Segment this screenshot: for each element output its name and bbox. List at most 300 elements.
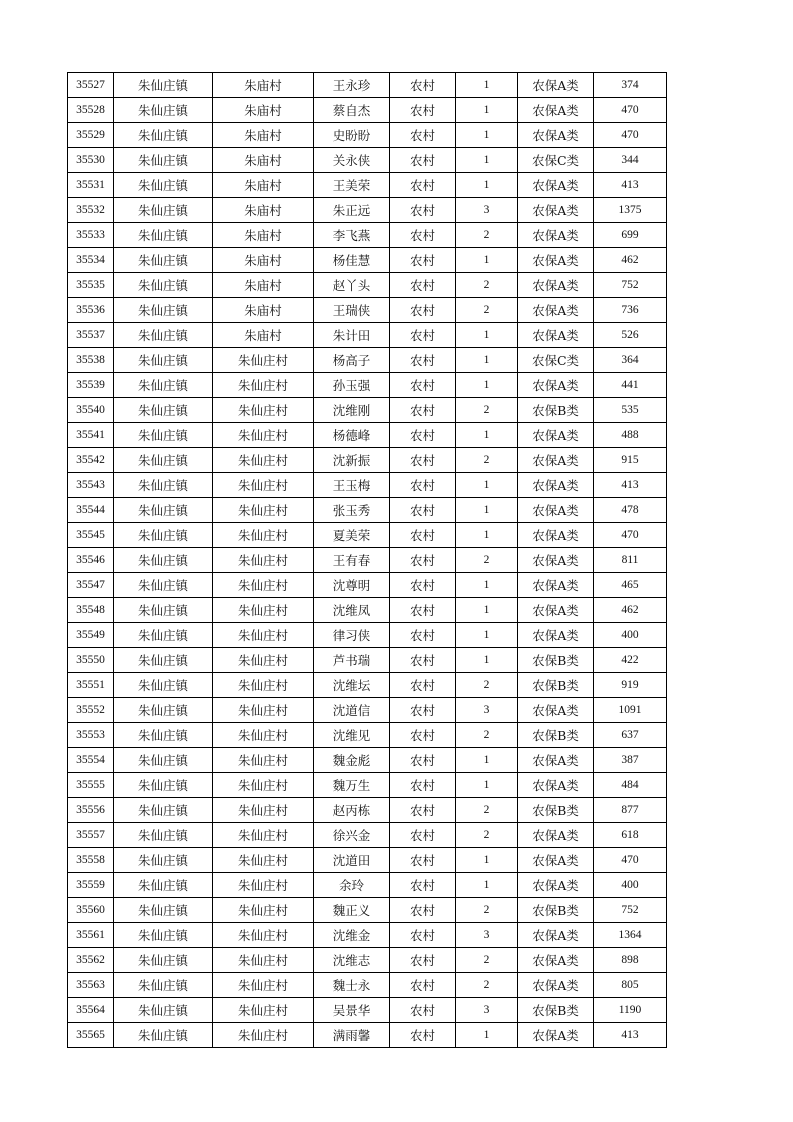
amount-cell: 441 <box>594 373 667 398</box>
id-cell: 35554 <box>68 748 114 773</box>
count-cell: 3 <box>456 198 518 223</box>
area-cell: 农村 <box>390 123 456 148</box>
amount-cell: 526 <box>594 323 667 348</box>
amount-cell: 470 <box>594 98 667 123</box>
category-cell: 农保B类 <box>518 723 594 748</box>
name-cell: 沈维见 <box>314 723 390 748</box>
count-cell: 2 <box>456 973 518 998</box>
id-cell: 35544 <box>68 498 114 523</box>
name-cell: 魏士永 <box>314 973 390 998</box>
area-cell: 农村 <box>390 273 456 298</box>
category-cell: 农保A类 <box>518 448 594 473</box>
category-cell: 农保A类 <box>518 498 594 523</box>
name-cell: 吴景华 <box>314 998 390 1023</box>
id-cell: 35563 <box>68 973 114 998</box>
category-cell: 农保A类 <box>518 73 594 98</box>
amount-cell: 400 <box>594 873 667 898</box>
amount-cell: 470 <box>594 523 667 548</box>
area-cell: 农村 <box>390 198 456 223</box>
id-cell: 35533 <box>68 223 114 248</box>
id-cell: 35551 <box>68 673 114 698</box>
amount-cell: 462 <box>594 248 667 273</box>
category-cell: 农保B类 <box>518 398 594 423</box>
name-cell: 史盼盼 <box>314 123 390 148</box>
count-cell: 1 <box>456 748 518 773</box>
count-cell: 2 <box>456 273 518 298</box>
id-cell: 35535 <box>68 273 114 298</box>
category-cell: 农保A类 <box>518 973 594 998</box>
name-cell: 沈维金 <box>314 923 390 948</box>
category-cell: 农保A类 <box>518 323 594 348</box>
name-cell: 夏美荣 <box>314 523 390 548</box>
count-cell: 1 <box>456 873 518 898</box>
table-row <box>68 748 667 773</box>
area-cell: 农村 <box>390 423 456 448</box>
town-cell: 朱仙庄镇 <box>114 848 213 873</box>
count-cell: 2 <box>456 398 518 423</box>
town-cell: 朱仙庄镇 <box>114 898 213 923</box>
id-cell: 35549 <box>68 623 114 648</box>
town-cell: 朱仙庄镇 <box>114 573 213 598</box>
village-cell: 朱仙庄村 <box>213 573 314 598</box>
category-cell: 农保A类 <box>518 298 594 323</box>
town-cell: 朱仙庄镇 <box>114 298 213 323</box>
amount-cell: 535 <box>594 398 667 423</box>
village-cell: 朱仙庄村 <box>213 398 314 423</box>
amount-cell: 470 <box>594 123 667 148</box>
name-cell: 李飞燕 <box>314 223 390 248</box>
village-cell: 朱庙村 <box>213 323 314 348</box>
category-cell: 农保B类 <box>518 673 594 698</box>
name-cell: 王瑞侠 <box>314 298 390 323</box>
category-cell: 农保A类 <box>518 948 594 973</box>
village-cell: 朱庙村 <box>213 273 314 298</box>
name-cell: 赵丫头 <box>314 273 390 298</box>
area-cell: 农村 <box>390 223 456 248</box>
village-cell: 朱仙庄村 <box>213 473 314 498</box>
amount-cell: 919 <box>594 673 667 698</box>
id-cell: 35527 <box>68 73 114 98</box>
area-cell: 农村 <box>390 723 456 748</box>
name-cell: 王玉梅 <box>314 473 390 498</box>
table-row <box>68 823 667 848</box>
amount-cell: 374 <box>594 73 667 98</box>
id-cell: 35553 <box>68 723 114 748</box>
village-cell: 朱庙村 <box>213 198 314 223</box>
name-cell: 沈道田 <box>314 848 390 873</box>
area-cell: 农村 <box>390 623 456 648</box>
amount-cell: 484 <box>594 773 667 798</box>
category-cell: 农保A类 <box>518 773 594 798</box>
category-cell: 农保A类 <box>518 1023 594 1048</box>
town-cell: 朱仙庄镇 <box>114 773 213 798</box>
area-cell: 农村 <box>390 1023 456 1048</box>
area-cell: 农村 <box>390 798 456 823</box>
count-cell: 2 <box>456 898 518 923</box>
id-cell: 35539 <box>68 373 114 398</box>
area-cell: 农村 <box>390 548 456 573</box>
village-cell: 朱仙庄村 <box>213 948 314 973</box>
count-cell: 1 <box>456 648 518 673</box>
town-cell: 朱仙庄镇 <box>114 1023 213 1048</box>
amount-cell: 413 <box>594 1023 667 1048</box>
count-cell: 3 <box>456 998 518 1023</box>
id-cell: 35565 <box>68 1023 114 1048</box>
count-cell: 3 <box>456 698 518 723</box>
town-cell: 朱仙庄镇 <box>114 423 213 448</box>
table-row <box>68 798 667 823</box>
name-cell: 蔡自杰 <box>314 98 390 123</box>
id-cell: 35564 <box>68 998 114 1023</box>
count-cell: 2 <box>456 548 518 573</box>
area-cell: 农村 <box>390 298 456 323</box>
table-row <box>68 323 667 348</box>
area-cell: 农村 <box>390 448 456 473</box>
amount-cell: 877 <box>594 798 667 823</box>
amount-cell: 488 <box>594 423 667 448</box>
village-cell: 朱仙庄村 <box>213 1023 314 1048</box>
table-row <box>68 98 667 123</box>
amount-cell: 364 <box>594 348 667 373</box>
amount-cell: 1091 <box>594 698 667 723</box>
area-cell: 农村 <box>390 998 456 1023</box>
village-cell: 朱庙村 <box>213 148 314 173</box>
name-cell: 徐兴金 <box>314 823 390 848</box>
town-cell: 朱仙庄镇 <box>114 123 213 148</box>
id-cell: 35550 <box>68 648 114 673</box>
town-cell: 朱仙庄镇 <box>114 73 213 98</box>
amount-cell: 1375 <box>594 198 667 223</box>
name-cell: 王美荣 <box>314 173 390 198</box>
amount-cell: 637 <box>594 723 667 748</box>
area-cell: 农村 <box>390 698 456 723</box>
records-table <box>67 72 667 1048</box>
table-row <box>68 998 667 1023</box>
name-cell: 魏金彪 <box>314 748 390 773</box>
count-cell: 1 <box>456 1023 518 1048</box>
table-row <box>68 423 667 448</box>
amount-cell: 752 <box>594 273 667 298</box>
village-cell: 朱仙庄村 <box>213 423 314 448</box>
count-cell: 1 <box>456 123 518 148</box>
count-cell: 2 <box>456 948 518 973</box>
count-cell: 1 <box>456 348 518 373</box>
count-cell: 1 <box>456 173 518 198</box>
category-cell: 农保B类 <box>518 798 594 823</box>
amount-cell: 811 <box>594 548 667 573</box>
name-cell: 张玉秀 <box>314 498 390 523</box>
village-cell: 朱仙庄村 <box>213 723 314 748</box>
area-cell: 农村 <box>390 523 456 548</box>
name-cell: 沈道信 <box>314 698 390 723</box>
table-row <box>68 723 667 748</box>
town-cell: 朱仙庄镇 <box>114 348 213 373</box>
village-cell: 朱仙庄村 <box>213 848 314 873</box>
area-cell: 农村 <box>390 148 456 173</box>
category-cell: 农保A类 <box>518 623 594 648</box>
amount-cell: 344 <box>594 148 667 173</box>
village-cell: 朱仙庄村 <box>213 548 314 573</box>
area-cell: 农村 <box>390 823 456 848</box>
area-cell: 农村 <box>390 498 456 523</box>
village-cell: 朱仙庄村 <box>213 773 314 798</box>
category-cell: 农保A类 <box>518 123 594 148</box>
id-cell: 35562 <box>68 948 114 973</box>
amount-cell: 752 <box>594 898 667 923</box>
town-cell: 朱仙庄镇 <box>114 823 213 848</box>
table-row <box>68 373 667 398</box>
id-cell: 35532 <box>68 198 114 223</box>
id-cell: 35559 <box>68 873 114 898</box>
count-cell: 1 <box>456 373 518 398</box>
area-cell: 农村 <box>390 173 456 198</box>
category-cell: 农保A类 <box>518 198 594 223</box>
amount-cell: 465 <box>594 573 667 598</box>
table-row <box>68 148 667 173</box>
table-row <box>68 698 667 723</box>
count-cell: 1 <box>456 773 518 798</box>
category-cell: 农保A类 <box>518 748 594 773</box>
town-cell: 朱仙庄镇 <box>114 473 213 498</box>
town-cell: 朱仙庄镇 <box>114 798 213 823</box>
count-cell: 1 <box>456 248 518 273</box>
category-cell: 农保A类 <box>518 848 594 873</box>
table-row <box>68 298 667 323</box>
village-cell: 朱仙庄村 <box>213 698 314 723</box>
town-cell: 朱仙庄镇 <box>114 373 213 398</box>
category-cell: 农保A类 <box>518 598 594 623</box>
id-cell: 35556 <box>68 798 114 823</box>
id-cell: 35529 <box>68 123 114 148</box>
id-cell: 35541 <box>68 423 114 448</box>
area-cell: 农村 <box>390 73 456 98</box>
table-row <box>68 898 667 923</box>
count-cell: 1 <box>456 573 518 598</box>
id-cell: 35558 <box>68 848 114 873</box>
table-row <box>68 273 667 298</box>
count-cell: 1 <box>456 73 518 98</box>
id-cell: 35555 <box>68 773 114 798</box>
id-cell: 35560 <box>68 898 114 923</box>
village-cell: 朱仙庄村 <box>213 623 314 648</box>
count-cell: 1 <box>456 473 518 498</box>
name-cell: 王有春 <box>314 548 390 573</box>
area-cell: 农村 <box>390 323 456 348</box>
count-cell: 1 <box>456 323 518 348</box>
town-cell: 朱仙庄镇 <box>114 223 213 248</box>
category-cell: 农保A类 <box>518 173 594 198</box>
area-cell: 农村 <box>390 573 456 598</box>
table-row <box>68 448 667 473</box>
area-cell: 农村 <box>390 248 456 273</box>
name-cell: 魏正义 <box>314 898 390 923</box>
town-cell: 朱仙庄镇 <box>114 173 213 198</box>
town-cell: 朱仙庄镇 <box>114 623 213 648</box>
name-cell: 朱正远 <box>314 198 390 223</box>
table-row <box>68 848 667 873</box>
name-cell: 余玲 <box>314 873 390 898</box>
area-cell: 农村 <box>390 98 456 123</box>
amount-cell: 413 <box>594 173 667 198</box>
amount-cell: 1190 <box>594 998 667 1023</box>
town-cell: 朱仙庄镇 <box>114 398 213 423</box>
table-body <box>68 73 667 1048</box>
village-cell: 朱仙庄村 <box>213 523 314 548</box>
town-cell: 朱仙庄镇 <box>114 698 213 723</box>
table-row <box>68 623 667 648</box>
table-row <box>68 73 667 98</box>
category-cell: 农保A类 <box>518 873 594 898</box>
count-cell: 1 <box>456 848 518 873</box>
table-row <box>68 773 667 798</box>
name-cell: 沈维凤 <box>314 598 390 623</box>
village-cell: 朱庙村 <box>213 298 314 323</box>
area-cell: 农村 <box>390 598 456 623</box>
name-cell: 杨佳慧 <box>314 248 390 273</box>
village-cell: 朱仙庄村 <box>213 373 314 398</box>
village-cell: 朱庙村 <box>213 173 314 198</box>
amount-cell: 805 <box>594 973 667 998</box>
village-cell: 朱仙庄村 <box>213 923 314 948</box>
area-cell: 农村 <box>390 648 456 673</box>
count-cell: 3 <box>456 923 518 948</box>
village-cell: 朱仙庄村 <box>213 673 314 698</box>
village-cell: 朱仙庄村 <box>213 973 314 998</box>
village-cell: 朱仙庄村 <box>213 648 314 673</box>
id-cell: 35528 <box>68 98 114 123</box>
id-cell: 35557 <box>68 823 114 848</box>
count-cell: 1 <box>456 623 518 648</box>
town-cell: 朱仙庄镇 <box>114 948 213 973</box>
amount-cell: 387 <box>594 748 667 773</box>
table-row <box>68 548 667 573</box>
town-cell: 朱仙庄镇 <box>114 273 213 298</box>
village-cell: 朱仙庄村 <box>213 998 314 1023</box>
town-cell: 朱仙庄镇 <box>114 98 213 123</box>
amount-cell: 915 <box>594 448 667 473</box>
village-cell: 朱仙庄村 <box>213 498 314 523</box>
name-cell: 杨德峰 <box>314 423 390 448</box>
amount-cell: 462 <box>594 598 667 623</box>
village-cell: 朱仙庄村 <box>213 448 314 473</box>
count-cell: 1 <box>456 598 518 623</box>
town-cell: 朱仙庄镇 <box>114 723 213 748</box>
name-cell: 沈尊明 <box>314 573 390 598</box>
table-row <box>68 248 667 273</box>
village-cell: 朱仙庄村 <box>213 873 314 898</box>
name-cell: 沈维志 <box>314 948 390 973</box>
category-cell: 农保A类 <box>518 823 594 848</box>
village-cell: 朱仙庄村 <box>213 823 314 848</box>
table-row <box>68 948 667 973</box>
area-cell: 农村 <box>390 673 456 698</box>
category-cell: 农保A类 <box>518 373 594 398</box>
amount-cell: 898 <box>594 948 667 973</box>
count-cell: 2 <box>456 298 518 323</box>
id-cell: 35548 <box>68 598 114 623</box>
id-cell: 35534 <box>68 248 114 273</box>
amount-cell: 470 <box>594 848 667 873</box>
category-cell: 农保C类 <box>518 348 594 373</box>
name-cell: 沈新振 <box>314 448 390 473</box>
count-cell: 2 <box>456 723 518 748</box>
amount-cell: 478 <box>594 498 667 523</box>
amount-cell: 422 <box>594 648 667 673</box>
count-cell: 1 <box>456 523 518 548</box>
town-cell: 朱仙庄镇 <box>114 148 213 173</box>
name-cell: 魏万生 <box>314 773 390 798</box>
name-cell: 朱计田 <box>314 323 390 348</box>
amount-cell: 618 <box>594 823 667 848</box>
area-cell: 农村 <box>390 748 456 773</box>
name-cell: 满雨馨 <box>314 1023 390 1048</box>
town-cell: 朱仙庄镇 <box>114 998 213 1023</box>
id-cell: 35543 <box>68 473 114 498</box>
table-row <box>68 873 667 898</box>
table-row <box>68 473 667 498</box>
category-cell: 农保C类 <box>518 148 594 173</box>
table-row <box>68 173 667 198</box>
count-cell: 2 <box>456 448 518 473</box>
town-cell: 朱仙庄镇 <box>114 673 213 698</box>
category-cell: 农保A类 <box>518 573 594 598</box>
id-cell: 35537 <box>68 323 114 348</box>
count-cell: 2 <box>456 823 518 848</box>
table-row <box>68 223 667 248</box>
category-cell: 农保A类 <box>518 423 594 448</box>
name-cell: 杨高子 <box>314 348 390 373</box>
area-cell: 农村 <box>390 473 456 498</box>
category-cell: 农保B类 <box>518 898 594 923</box>
village-cell: 朱仙庄村 <box>213 598 314 623</box>
amount-cell: 1364 <box>594 923 667 948</box>
amount-cell: 400 <box>594 623 667 648</box>
village-cell: 朱庙村 <box>213 223 314 248</box>
area-cell: 农村 <box>390 973 456 998</box>
village-cell: 朱庙村 <box>213 123 314 148</box>
table-row <box>68 598 667 623</box>
area-cell: 农村 <box>390 398 456 423</box>
amount-cell: 699 <box>594 223 667 248</box>
id-cell: 35546 <box>68 548 114 573</box>
id-cell: 35530 <box>68 148 114 173</box>
count-cell: 1 <box>456 98 518 123</box>
category-cell: 农保B类 <box>518 648 594 673</box>
table-row <box>68 648 667 673</box>
count-cell: 2 <box>456 798 518 823</box>
town-cell: 朱仙庄镇 <box>114 873 213 898</box>
area-cell: 农村 <box>390 773 456 798</box>
id-cell: 35547 <box>68 573 114 598</box>
category-cell: 农保A类 <box>518 698 594 723</box>
town-cell: 朱仙庄镇 <box>114 548 213 573</box>
table-row <box>68 673 667 698</box>
table-row <box>68 923 667 948</box>
area-cell: 农村 <box>390 873 456 898</box>
category-cell: 农保A类 <box>518 523 594 548</box>
area-cell: 农村 <box>390 923 456 948</box>
area-cell: 农村 <box>390 948 456 973</box>
village-cell: 朱仙庄村 <box>213 898 314 923</box>
village-cell: 朱仙庄村 <box>213 798 314 823</box>
town-cell: 朱仙庄镇 <box>114 248 213 273</box>
town-cell: 朱仙庄镇 <box>114 198 213 223</box>
area-cell: 农村 <box>390 348 456 373</box>
town-cell: 朱仙庄镇 <box>114 923 213 948</box>
name-cell: 沈维坛 <box>314 673 390 698</box>
table-row <box>68 348 667 373</box>
category-cell: 农保A类 <box>518 98 594 123</box>
